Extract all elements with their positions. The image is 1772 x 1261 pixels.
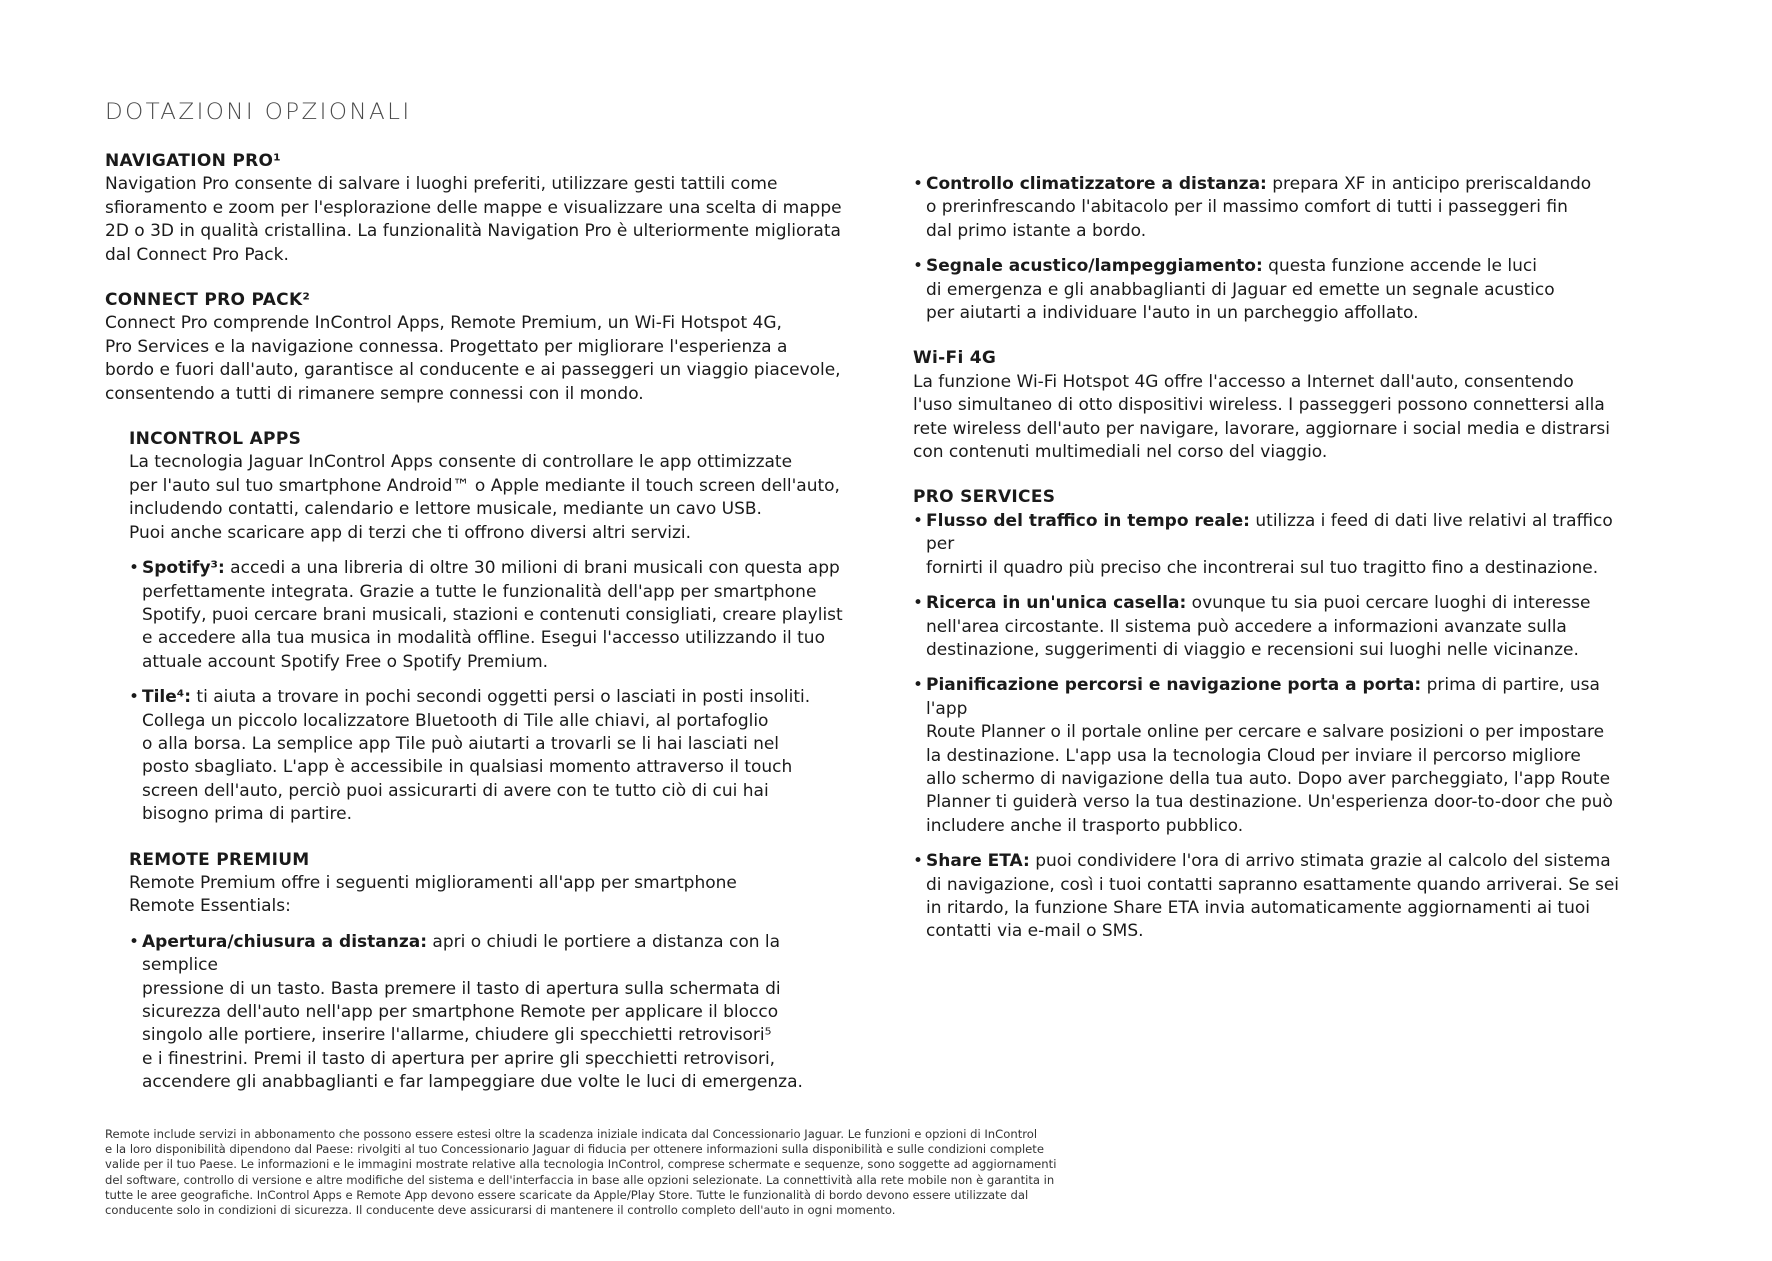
bullet-item	[129, 557, 845, 674]
wifi-heading: Wi-Fi 4G	[913, 348, 997, 369]
bullet-dot: •	[913, 256, 924, 277]
bullet-text: accedi a una libreria di oltre 30 milioni di brani musicali con questa app perfettamente integrata. Grazie a tutte le funzionalità dell'app per smartphone Spotify, puoi cercare brani musicali, stazioni e contenuti consigliati, creare playlist e accedere alla tua musica in modalità offline. Esegui l'accesso utilizzando il tuo attuale account Spotify Free o Spotify Premium.	[142, 558, 843, 672]
bullet-text: prepara XF in anticipo preriscaldando o prerinfrescando l'abitacolo per il massimo comfort di tutti i passeggeri fin dal primo istante a bordo.	[926, 174, 1592, 241]
bullet-item	[913, 674, 1633, 838]
pro-services-bullets	[913, 510, 1633, 944]
bullet-text: questa funzione accende le luci di emergenza e gli anabbaglianti di Jaguar ed emette un segnale acustico per aiutarti a individuare l'auto in un parcheggio affollato.	[926, 256, 1555, 324]
bullet-title: Ricerca in un'unica casella:	[926, 593, 1187, 614]
bullet-title: Apertura/chiusura a distanza:	[142, 931, 428, 952]
bullet-text: apri o chiudi le portiere a distanza con la semplice pressione di un tasto. Basta premere il tasto di apertura sulla schermata di sicurezza dell'auto nell'app per smartphone Remote per applicare il blocco singolo alle portiere, inserire l'allarme, chiudere gli specchietti retrovisori⁵ e i finestrini. Premi il tasto di apertura per aprire gli specchietti retrovisori, accendere gli anabbaglianti e far lampeggiare due volte le luci di emergenza.	[142, 931, 803, 1093]
right-column	[913, 150, 1633, 966]
wifi-text: La funzione Wi-Fi Hotspot 4G offre l'accesso a Internet dall'auto, consentendo l'uso simultaneo di otto dispositivi wireless. I passeggeri possono connettersi alla rete wireless dell'auto per navigare, lavorare, aggiornare i social media e distrarsi con contenuti multimediali nel corso del viaggio.	[913, 371, 1610, 463]
left-column	[105, 150, 845, 1117]
connect-pro-text: Connect Pro comprende InControl Apps, Remote Premium, un Wi-Fi Hotspot 4G, Pro Services e la navigazione connessa. Progettato per migliorare l'esperienza a bordo e fuori dall'auto, garantisce al conducente e ai passeggeri un viaggio piacevole, consentendo a tutti di rimanere sempre connessi con il mondo.	[105, 313, 841, 404]
navigation-pro-heading: NAVIGATION PRO¹	[105, 151, 281, 171]
incontrol-apps-text: La tecnologia Jaguar InControl Apps consente di controllare le app ottimizzate per l'auto sul tuo smartphone Android™ o Apple mediante il touch screen dell'auto, includendo contatti, calendario e lettore musicale, mediante un cavo USB. Puoi anche scaricare app di terzi che ti offrono diversi altri servizi.	[129, 452, 840, 543]
bullet-item	[913, 510, 1633, 580]
bullet-dot: •	[913, 510, 924, 531]
bullet-title: Segnale acustico/lampeggiamento:	[926, 256, 1263, 277]
bullet-title: Flusso del traffico in tempo reale:	[926, 510, 1250, 531]
bullet-item	[913, 255, 1633, 325]
bullet-dot: •	[129, 687, 140, 708]
bullet-dot: •	[129, 558, 140, 579]
remote-premium-heading: REMOTE PREMIUM	[129, 849, 310, 870]
incontrol-bullets	[129, 557, 845, 826]
navigation-pro-section	[105, 150, 845, 267]
bullet-item	[129, 686, 845, 826]
pro-services-section	[913, 486, 1633, 943]
connect-pro-heading: CONNECT PRO PACK²	[105, 290, 311, 311]
page-title: DOTAZIONI OPZIONALI	[105, 100, 412, 125]
pro-services-heading: PRO SERVICES	[913, 487, 1056, 508]
bullet-text: puoi condividere l'ora di arrivo stimata grazie al calcolo del sistema di navigazione, così i tuoi contatti sapranno esattamente quando arriverai. Se sei in ritardo, la funzione Share ETA invia automaticamente aggiornamenti ai tuoi contatti via e-mail o SMS.	[926, 851, 1620, 942]
bullet-text: prima di partire, usa l'app Route Planner o il portale online per cercare e salvare posizioni o per impostare la destinazione. L'app usa la tecnologia Cloud per inviare il percorso migliore allo schermo di navigazione della tua auto. Dopo aver parcheggiato, l'app Route Planner ti guiderà verso la tua destinazione. Un'esperienza door-to-door che può includere anche il trasporto pubblico.	[926, 675, 1613, 836]
bullet-dot: •	[913, 174, 924, 194]
bullet-item	[913, 592, 1633, 662]
remote-more-bullets	[913, 173, 1633, 325]
footnote: Remote include servizi in abbonamento che possono essere estesi oltre la scadenza iniziale indicata dal Concessionario Jaguar. Le funzioni e opzioni di InControl e la loro disponibilità dipendono dal Paese: rivolgiti al tuo Concessionario Jaguar di fiducia per ottenere informazioni sulla disponibilità e sulle condizioni complete valide per il tuo Paese. Le informazioni e le immagini mostrate relative alla tecnologia InControl, comprese schermate e sequenze, sono soggette ad aggiornamenti del software, controllo di versione e altre modifiche del sistema e dell'interfaccia in base alle opzioni selezionate. La connettività alla rete mobile non è garantita in tutte le aree geografiche. InControl Apps e Remote App devono essere scaricate da Apple/Play Store. Tutte le funzionalità di bordo devono essere utilizzate dal conducente solo in condizioni di sicurezza. Il conducente deve assicurarsi di mantenere il controllo completo dell'auto in ogni momento.	[105, 1127, 1057, 1218]
bullet-item	[913, 173, 1633, 243]
bullet-item	[913, 850, 1633, 944]
bullet-dot: •	[913, 851, 924, 872]
wifi-section	[913, 347, 1633, 464]
remote-premium-section	[105, 849, 845, 1095]
bullet-item	[129, 931, 845, 1095]
connect-pro-section	[105, 289, 845, 406]
bullet-text: ti aiuta a trovare in pochi secondi oggetti persi o lasciati in posti insoliti. Collega un piccolo localizzatore Bluetooth di Tile alle chiavi, al portafoglio o alla borsa. La semplice app Tile può aiutarti a trovarli se li hai lasciati nel posto sbagliato. L'app è accessibile in qualsiasi momento attraverso il touch screen dell'auto, perciò puoi assicurarti di avere con te tutto ciò di cui hai bisogno prima di partire.	[142, 687, 811, 825]
bullet-dot: •	[129, 931, 140, 952]
bullet-dot: •	[913, 675, 924, 696]
incontrol-apps-section	[105, 428, 845, 827]
bullet-text: ovunque tu sia puoi cercare luoghi di interesse nell'area circostante. Il sistema può accedere a informazioni avanzate sulla destinazione, suggerimenti di viaggio e recensioni sui luoghi nelle vicinanze.	[926, 593, 1591, 660]
bullet-title: Controllo climatizzatore a distanza:	[926, 174, 1267, 194]
bullet-title: Pianificazione percorsi e navigazione porta a porta:	[926, 675, 1422, 696]
remote-premium-text: Remote Premium offre i seguenti miglioramenti all'app per smartphone Remote Essentials:	[129, 872, 737, 917]
incontrol-apps-heading: INCONTROL APPS	[129, 429, 302, 450]
bullet-dot: •	[913, 593, 924, 614]
bullet-title: Share ETA:	[926, 851, 1030, 872]
remote-premium-bullets	[129, 931, 845, 1095]
remote-premium-continued	[913, 150, 1633, 325]
bullet-title: Tile⁴:	[142, 687, 192, 708]
bullet-text: utilizza i feed di dati live relativi al traffico per fornirti il quadro più preciso che incontrerai sul tuo tragitto fino a destinazione.	[926, 510, 1613, 578]
bullet-title: Spotify³:	[142, 558, 225, 579]
navigation-pro-text: Navigation Pro consente di salvare i luoghi preferiti, utilizzare gesti tattili come sfioramento e zoom per l'esplorazione delle mappe e visualizzare una scelta di mappe 2D o 3D in qualità cristallina. La funzionalità Navigation Pro è ulteriormente migliorata dal Connect Pro Pack.	[105, 174, 842, 265]
